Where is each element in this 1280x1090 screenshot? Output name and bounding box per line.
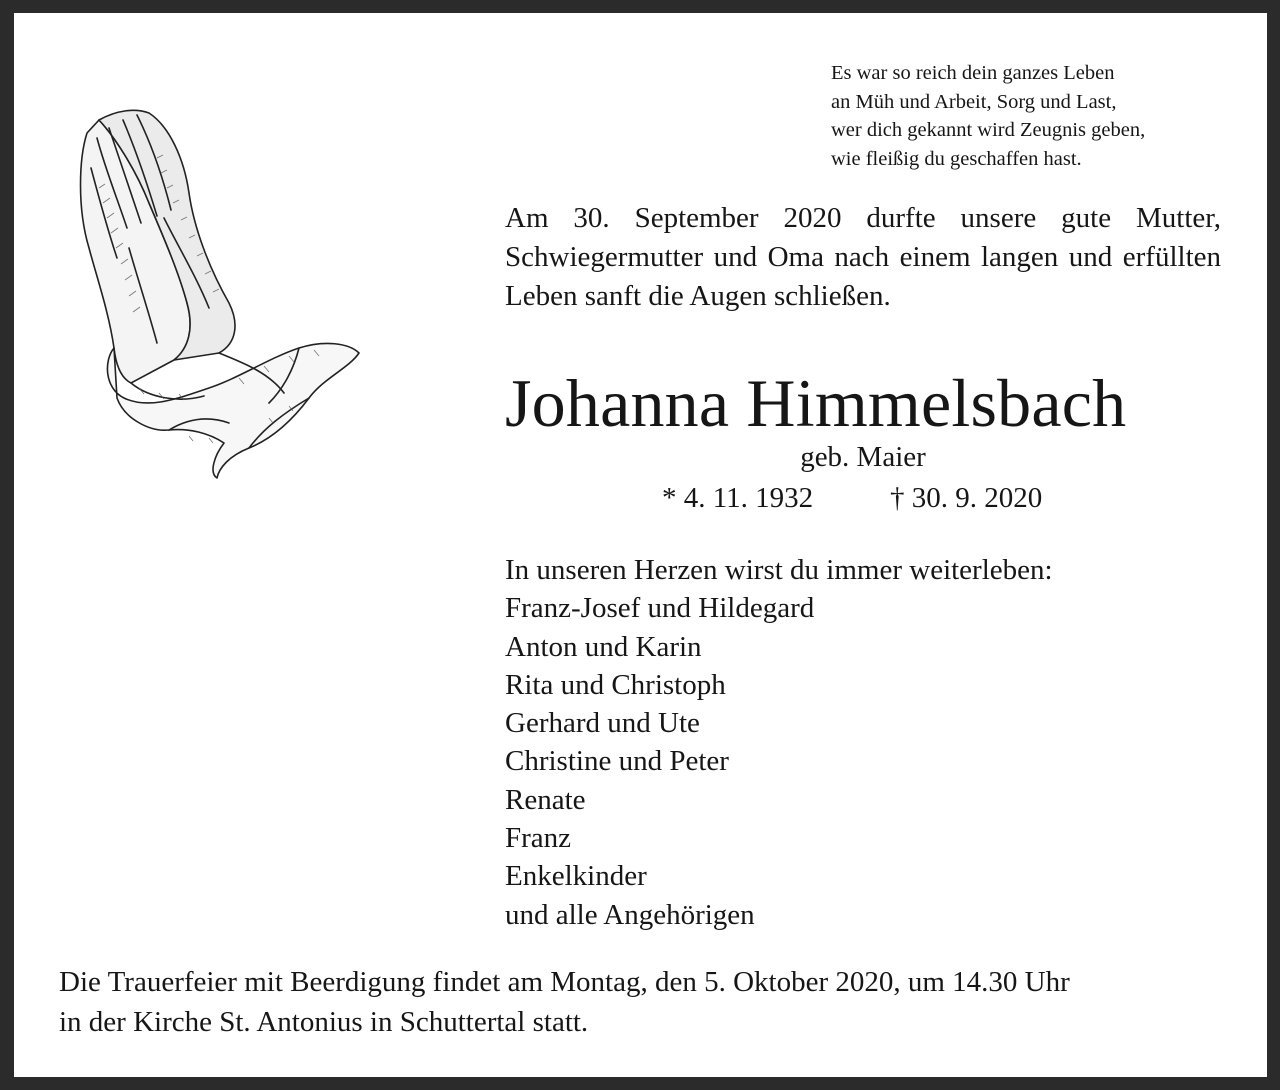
funeral-line: Die Trauerfeier mit Beerdigung findet am Montag, den 5. Oktober 2020, um 14.30 Uhr [59, 966, 1070, 998]
poem-verse [831, 59, 1251, 173]
birth-date: * 4. 11. 1932 [662, 482, 814, 514]
mourner-item: Gerhard und Ute [505, 707, 700, 740]
mourners-list [505, 551, 1221, 934]
mourner-item: Franz-Josef und Hildegard [505, 592, 815, 625]
mourner-item: Franz [505, 822, 572, 855]
mourner-item: Anton und Karin [505, 630, 702, 663]
mourner-item: Enkelkinder [505, 860, 647, 893]
death-announcement-text: Am 30. September 2020 durfte unsere gute Mutter, Schwiegermutter und Oma nach einem langen und erfüllten Leben sanft die Augen schließen. [505, 202, 1221, 312]
funeral-notice [59, 962, 1221, 1042]
praying-hands-icon [69, 98, 369, 483]
poem-line: Es war so reich dein ganzes Leben [831, 62, 1115, 84]
death-date: † 30. 9. 2020 [890, 482, 1043, 514]
deceased-name: Johanna Himmelsbach [505, 365, 1127, 441]
mourners-intro: In unseren Herzen wirst du immer weiterleben: [505, 554, 1053, 586]
poem-line: wie fleißig du geschaffen hast. [831, 147, 1082, 170]
maiden-name: geb. Maier [800, 441, 926, 473]
mourner-item: Rita und Christoph [505, 668, 726, 701]
mourner-item: Christine und Peter [505, 745, 729, 778]
poem-line: an Müh und Arbeit, Sorg und Last, [831, 90, 1117, 113]
obituary-card [14, 13, 1267, 1077]
funeral-line: in der Kirche St. Antonius in Schuttertal statt. [59, 1006, 589, 1038]
mourner-item: und alle Angehörigen [505, 898, 755, 931]
mourner-item: Renate [505, 783, 586, 816]
poem-line: wer dich gekannt wird Zeugnis geben, [831, 119, 1146, 141]
